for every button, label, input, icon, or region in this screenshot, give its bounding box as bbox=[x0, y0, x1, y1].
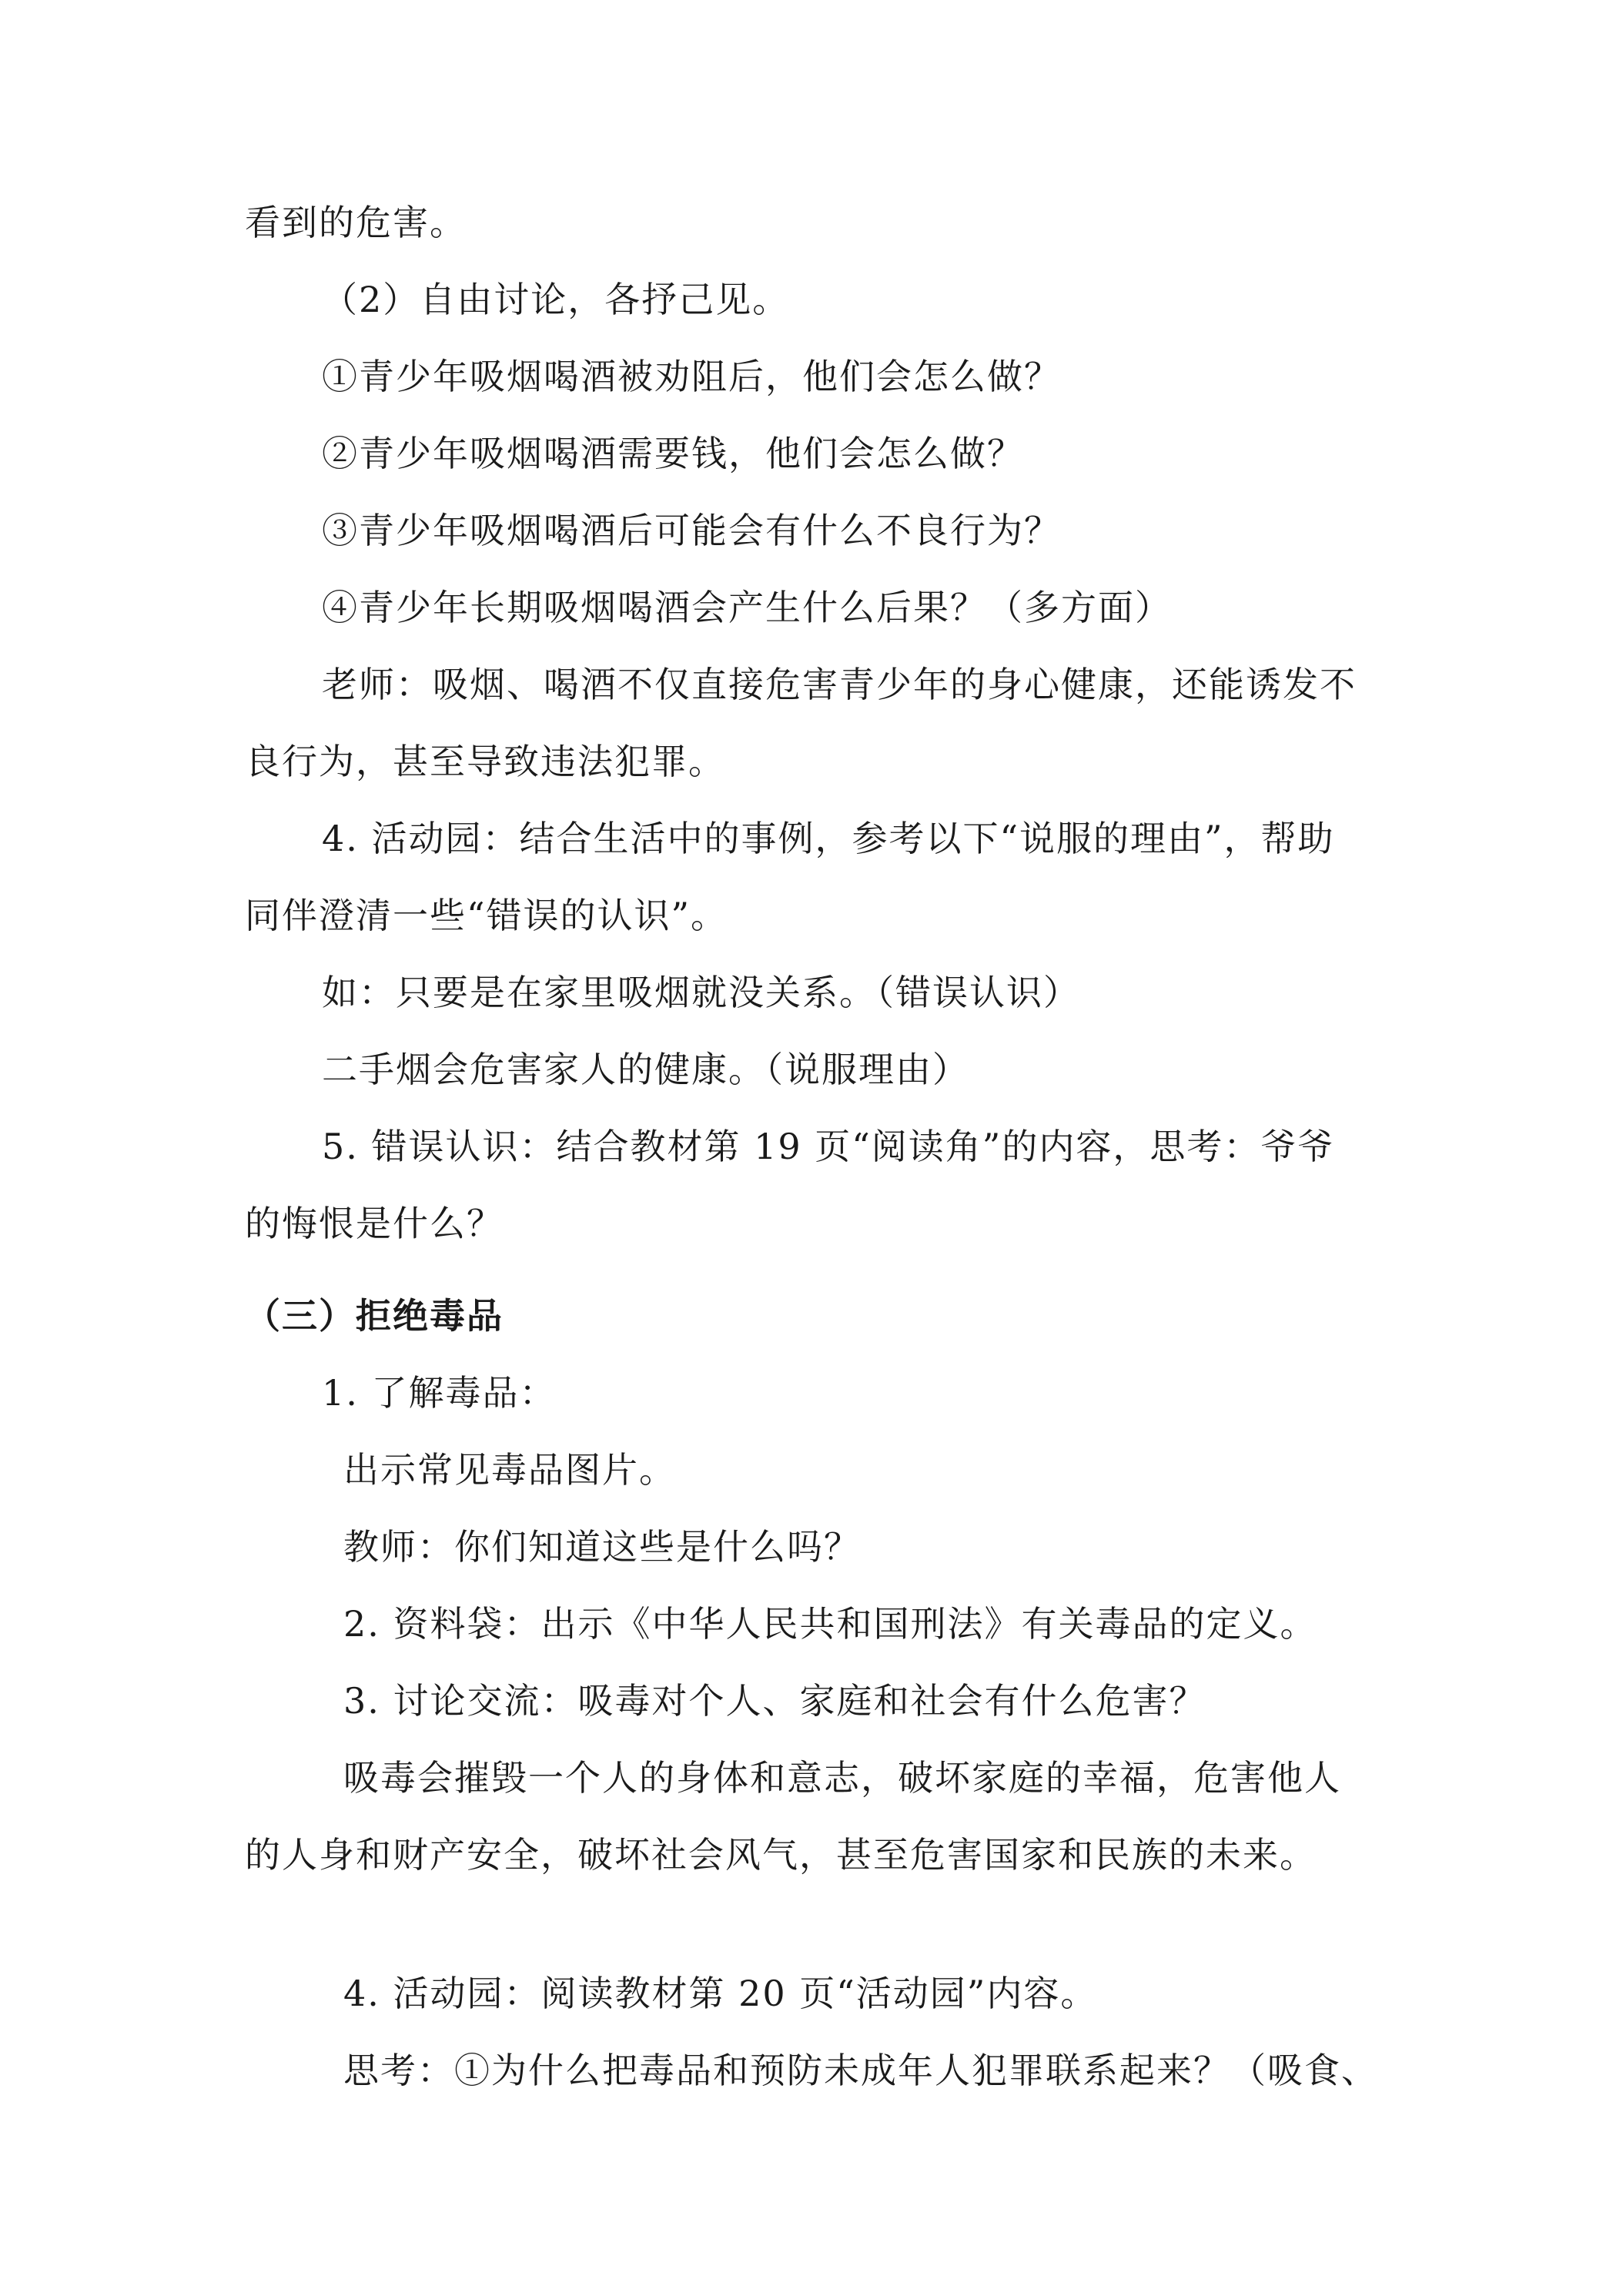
paragraph-line: 4. 活动园：结合生活中的事例，参考以下“说服的理由”，帮助 bbox=[322, 818, 1335, 859]
question-item: ③青少年吸烟喝酒后可能会有什么不良行为？ bbox=[322, 510, 1061, 551]
paragraph-line: 同伴澄清一些“错误的认识”。 bbox=[245, 895, 728, 936]
paragraph-line: 出示常见毒品图片。 bbox=[343, 1449, 676, 1491]
paragraph-line: 二手烟会危害家人的健康。（说服理由） bbox=[322, 1049, 969, 1090]
paragraph-line: 看到的危害。 bbox=[245, 202, 467, 243]
paragraph-line: 如：只要是在家里吸烟就没关系。（错误认识） bbox=[322, 972, 1080, 1013]
paragraph-line: 教师：你们知道这些是什么吗？ bbox=[343, 1526, 861, 1568]
question-item: ④青少年长期吸烟喝酒会产生什么后果？（多方面） bbox=[322, 587, 1172, 628]
paragraph-line: 5. 错误认识：结合教材第 19 页“阅读角”的内容，思考：爷爷 bbox=[322, 1126, 1335, 1167]
paragraph-line: 1. 了解毒品： bbox=[322, 1372, 557, 1414]
paragraph-line: 4. 活动园：阅读教材第 20 页“活动园”内容。 bbox=[343, 1973, 1098, 2014]
paragraph-line: 吸毒会摧毁一个人的身体和意志，破坏家庭的幸福，危害他人 bbox=[343, 1757, 1341, 1799]
paragraph-line: 3. 讨论交流：吸毒对个人、家庭和社会有什么危害？ bbox=[343, 1680, 1206, 1722]
section-heading: （三）拒绝毒品 bbox=[245, 1295, 504, 1337]
paragraph-line: （2）自由讨论，各抒己见。 bbox=[322, 279, 790, 320]
question-item: ②青少年吸烟喝酒需要钱，他们会怎么做？ bbox=[322, 433, 1024, 474]
paragraph-line: 良行为，甚至导致违法犯罪。 bbox=[245, 741, 725, 782]
paragraph-line: 2. 资料袋：出示《中华人民共和国刑法》有关毒品的定义。 bbox=[343, 1603, 1317, 1645]
paragraph-line: 的人身和财产安全，破坏社会风气，甚至危害国家和民族的未来。 bbox=[245, 1834, 1317, 1876]
paragraph-line: 老师：吸烟、喝酒不仅直接危害青少年的身心健康，还能诱发不 bbox=[322, 664, 1357, 705]
paragraph-line: 的悔恨是什么？ bbox=[245, 1203, 504, 1244]
question-item: ①青少年吸烟喝酒被劝阻后，他们会怎么做？ bbox=[322, 356, 1061, 397]
paragraph-line: 思考：①为什么把毒品和预防未成年人犯罪联系起来？（吸食、 bbox=[343, 2050, 1378, 2091]
